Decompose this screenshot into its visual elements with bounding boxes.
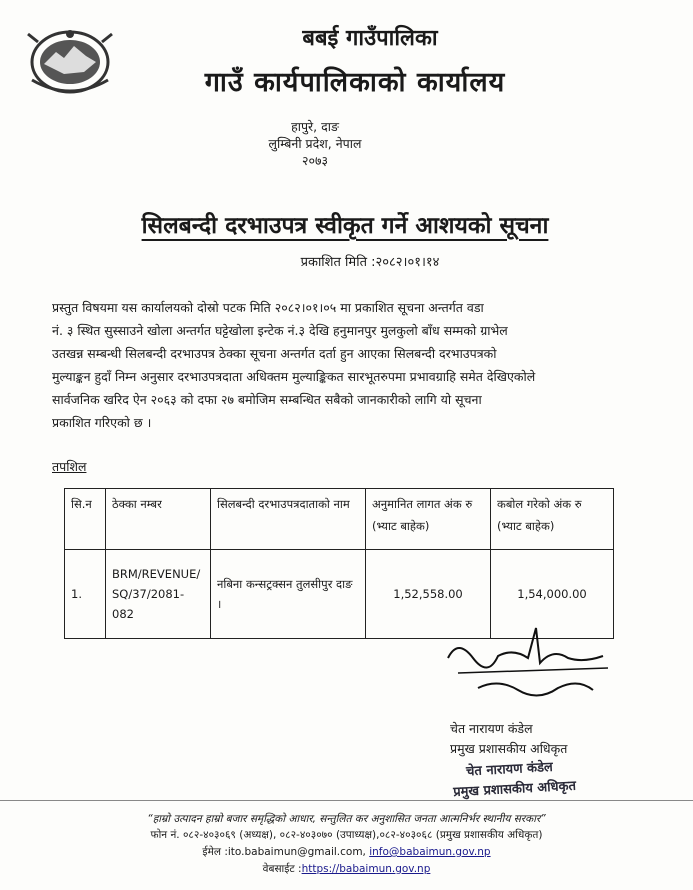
office-address [230, 118, 400, 169]
col-header-bidder: सिलबन्दी दरभाउपत्रदाताको नाम [211, 489, 366, 550]
notice-title-text: सिलबन्दी दरभाउपत्र स्वीकृत गर्ने आशयको सूचना [141, 213, 549, 239]
col-header-bid-amount: कबोल गरेको अंक रु (भ्याट बाहेक) [491, 489, 614, 550]
footer-divider [0, 800, 693, 801]
cell-estimated-cost: 1,52,558.00 [366, 550, 491, 639]
signer-name: चेत नारायण कंडेल [450, 721, 533, 736]
footer-motto: “हाम्रो उत्पादन हाम्रो बजार समृद्धिको आधार, सन्तुलित कर अनुशासित जनता आत्मनिर्भर स्थानीय सरकार” [147, 813, 546, 825]
cell-sn: 1. [65, 550, 106, 639]
signer-title: प्रमुख प्रशासकीय अधिकृत [450, 741, 568, 756]
body-line: मुल्याङ्कन हुदाँ निम्न अनुसार दरभाउपत्रदाता अधिक्तम मुल्याङ्किकत सारभूतरुपमा प्रभावग्राहि समेत देखिएकोले [52, 369, 536, 384]
footer-phones: फोन नं. ०८२-४०३०६९ (अध्यक्ष), ०८२-४०३०७० (उपाध्यक्ष),०८२-४०३०६८ (प्रमुख प्रशासकीय अधिकृत) [150, 829, 543, 841]
notice-body [52, 296, 646, 434]
cell-bid-amount: 1,54,000.00 [491, 550, 614, 639]
address-line-1: हापुरे, दाङ [291, 119, 339, 134]
office-name: गाउँ कार्यपालिकाको कार्यालय [204, 67, 506, 98]
col-header-contract-no: ठेक्का नम्बर [106, 489, 211, 550]
bid-table [64, 488, 614, 639]
schedule-heading: तपशिल [52, 459, 87, 474]
stamp-name: चेत नारायण कंडेल [465, 759, 554, 780]
email-1[interactable]: ito.babaimun@gmail.com, [227, 846, 366, 858]
body-line: प्रकाशित गरिएको छ । [52, 415, 152, 430]
email-label: ईमेल : [202, 846, 228, 858]
address-line-3: २०७३ [301, 153, 328, 168]
handwritten-signature [418, 618, 618, 718]
stamp-title: प्रमुख प्रशासकीय अधिकृत [452, 778, 577, 801]
body-line: प्रस्तुत विषयमा यस कार्यालयको दोस्रो पटक मिति २०८२।०१।०५ मा प्रकाशित सूचना अन्तर्गत वडा [52, 300, 484, 315]
table-header-row [65, 489, 614, 550]
col-header-estimated-cost: अनुमानित लागत अंक रु (भ्याट बाहेक) [366, 489, 491, 550]
address-line-2: लुम्बिनी प्रदेश, नेपाल [268, 136, 362, 151]
email-2-link[interactable]: info@babaimun.gov.np [369, 846, 491, 858]
footer-website [0, 862, 693, 876]
nepal-emblem-logo [24, 22, 116, 104]
body-line: सार्वजनिक खरिद ऐन २०६३ को दफा २७ बमोजिम सम्बन्धित सबैको जानकारीको लागि यो सूचना [52, 392, 482, 407]
footer-email [0, 845, 693, 859]
col-header-sn: सि.न [65, 489, 106, 550]
notice-title [40, 208, 650, 240]
official-stamp [451, 740, 613, 801]
published-label: प्रकाशित मिति : [300, 255, 376, 270]
website-link[interactable]: https://babaimun.gov.np [301, 863, 431, 875]
cell-contract-no: BRM/REVENUE/ SQ/37/2081-082 [106, 550, 211, 639]
body-line: नं. ३ स्थित सुस्साउने खोला अन्तर्गत घट्टेखोला इन्टेक नं.३ देखि हनुमानपुर मुलकुलो बाँध सम्मको ग्राभेल [52, 323, 508, 338]
municipality-name: बबई गाउँपालिका [302, 26, 438, 51]
published-date-value: २०८२।०१।१४ [375, 255, 440, 270]
cell-bidder: नबिना कन्सट्रक्सन तुलसीपुर दाङ । [211, 550, 366, 639]
publish-date [200, 252, 540, 270]
body-line: उतखन्न सम्बन्धी सिलबन्दी दरभाउपत्र ठेक्का सूचना अन्तर्गत दर्ता हुन आएका सिलबन्दी दरभाउपत्रको [52, 346, 497, 361]
website-label: वेबसाईट : [262, 863, 302, 875]
